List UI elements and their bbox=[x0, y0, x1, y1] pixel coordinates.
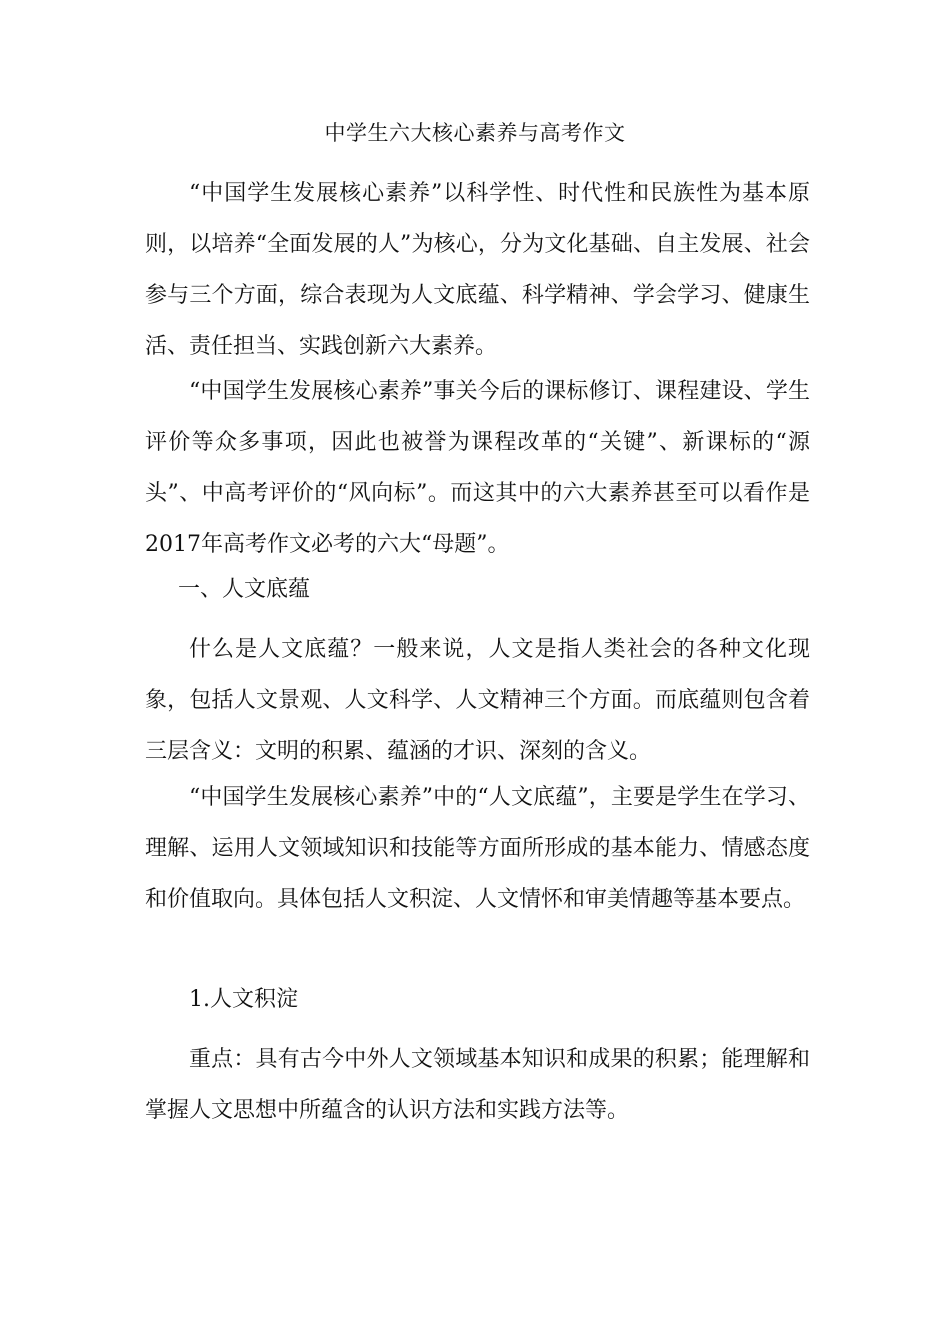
intro-paragraph: “中国学生发展核心素养”以科学性、时代性和民族性为基本原则，以培养“全面发展的人”为核心，分为文化基础、自主发展、社会参与三个方面，综合表现为人文底蕴、科学精神、学会学习、健康生活、责任担当、实践创新六大素养。 bbox=[145, 181, 810, 359]
section-heading: 一、人文底蕴 bbox=[178, 577, 311, 602]
subsection-heading: 1.人文积淀 bbox=[189, 987, 298, 1012]
page-title: 中学生六大核心素养与高考作文 bbox=[324, 121, 626, 145]
significance-paragraph: “中国学生发展核心素养”事关今后的课标修订、课程建设、学生评价等众多事项，因此也被誉为课程改革的“关键”、新课标的“源头”、中高考评价的“风向标”。而这其中的六大素养甚至可以看作是2017年高考作文必考的六大“母题”。 bbox=[145, 379, 810, 557]
humanities-paragraph: “中国学生发展核心素养”中的“人文底蕴”，主要是学生在学习、理解、运用人文领域知识和技能等方面所形成的基本能力、情感态度和价值取向。具体包括人文积淀、人文情怀和审美情趣等基本要点。 bbox=[145, 785, 810, 912]
key-points-paragraph: 重点：具有古今中外人文领域基本知识和成果的积累；能理解和掌握人文思想中所蕴含的认识方法和实践方法等。 bbox=[145, 1047, 810, 1123]
definition-paragraph: 什么是人文底蕴？一般来说，人文是指人类社会的各种文化现象，包括人文景观、人文科学、人文精神三个方面。而底蕴则包含着三层含义：文明的积累、蕴涵的才识、深刻的含义。 bbox=[145, 637, 810, 764]
